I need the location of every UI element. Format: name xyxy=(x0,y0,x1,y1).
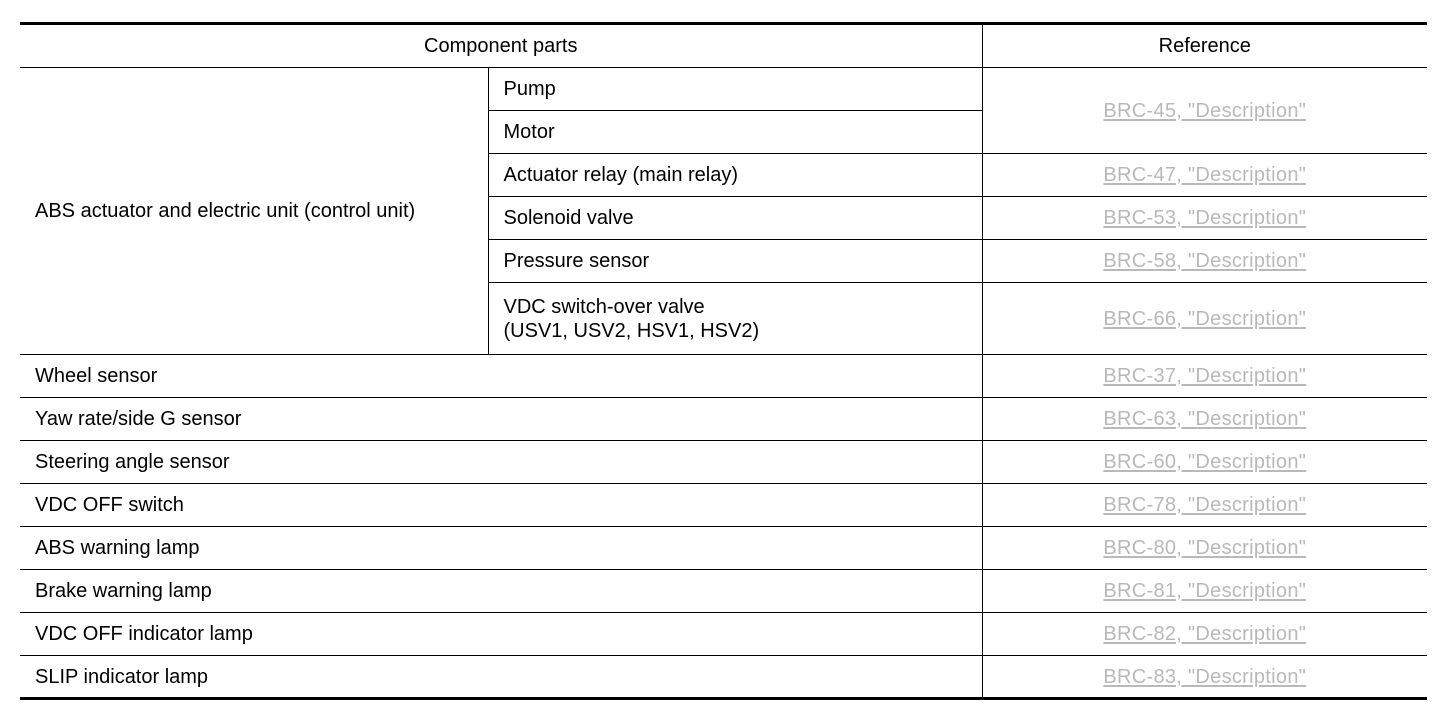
component-cell: Brake warning lamp xyxy=(20,570,982,613)
part-actuator-relay: Actuator relay (main relay) xyxy=(488,154,982,197)
reference-link[interactable]: BRC-66, "Description" xyxy=(1103,307,1307,330)
switch-over-valve-line1: VDC switch-over valve xyxy=(503,295,705,318)
reference-cell xyxy=(982,240,1427,283)
table-row xyxy=(20,398,1427,441)
reference-link[interactable]: BRC-83, "Description" xyxy=(1103,665,1307,688)
abs-unit-label: ABS actuator and electric unit (control unit) xyxy=(20,68,488,355)
reference-cell xyxy=(982,68,1427,154)
component-reference-table xyxy=(20,22,1427,700)
reference-cell xyxy=(982,527,1427,570)
component-cell: Steering angle sensor xyxy=(20,441,982,484)
reference-link[interactable]: BRC-47, "Description" xyxy=(1103,164,1307,186)
reference-link[interactable]: BRC-45, "Description" xyxy=(1103,99,1307,122)
table-row xyxy=(20,68,1427,111)
reference-link[interactable]: BRC-58, "Description" xyxy=(1103,250,1307,272)
table-row xyxy=(20,441,1427,484)
reference-cell xyxy=(982,398,1427,441)
part-switch-over-valve xyxy=(488,283,982,355)
part-motor: Motor xyxy=(488,111,982,154)
reference-cell xyxy=(982,570,1427,613)
reference-cell xyxy=(982,441,1427,484)
reference-cell xyxy=(982,613,1427,656)
component-cell: Wheel sensor xyxy=(20,355,982,398)
reference-link[interactable]: BRC-80, "Description" xyxy=(1103,537,1307,559)
table-row xyxy=(20,656,1427,699)
part-solenoid-valve: Solenoid valve xyxy=(488,197,982,240)
reference-cell xyxy=(982,197,1427,240)
switch-over-valve-line2: (USV1, USV2, HSV1, HSV2) xyxy=(503,319,760,342)
reference-cell xyxy=(982,656,1427,699)
reference-cell xyxy=(982,484,1427,527)
table-header-row xyxy=(20,24,1427,68)
table-row xyxy=(20,613,1427,656)
reference-link[interactable]: BRC-63, "Description" xyxy=(1103,408,1307,430)
reference-cell xyxy=(982,355,1427,398)
reference-link[interactable]: BRC-82, "Description" xyxy=(1103,623,1307,645)
reference-cell xyxy=(982,154,1427,197)
reference-link[interactable]: BRC-53, "Description" xyxy=(1103,207,1307,229)
reference-link[interactable]: BRC-37, "Description" xyxy=(1103,365,1307,387)
reference-cell xyxy=(982,283,1427,355)
reference-link[interactable]: BRC-78, "Description" xyxy=(1103,494,1307,516)
component-cell: SLIP indicator lamp xyxy=(20,656,982,699)
table-row xyxy=(20,570,1427,613)
component-cell: VDC OFF indicator lamp xyxy=(20,613,982,656)
part-pump: Pump xyxy=(488,68,982,111)
component-cell: Yaw rate/side G sensor xyxy=(20,398,982,441)
component-cell: ABS warning lamp xyxy=(20,527,982,570)
header-component-parts: Component parts xyxy=(20,24,982,68)
table-row xyxy=(20,527,1427,570)
part-pressure-sensor: Pressure sensor xyxy=(488,240,982,283)
reference-link[interactable]: BRC-60, "Description" xyxy=(1103,451,1307,473)
reference-link[interactable]: BRC-81, "Description" xyxy=(1103,580,1307,602)
table-row xyxy=(20,355,1427,398)
table-row xyxy=(20,484,1427,527)
component-cell: VDC OFF switch xyxy=(20,484,982,527)
header-reference: Reference xyxy=(982,24,1427,68)
